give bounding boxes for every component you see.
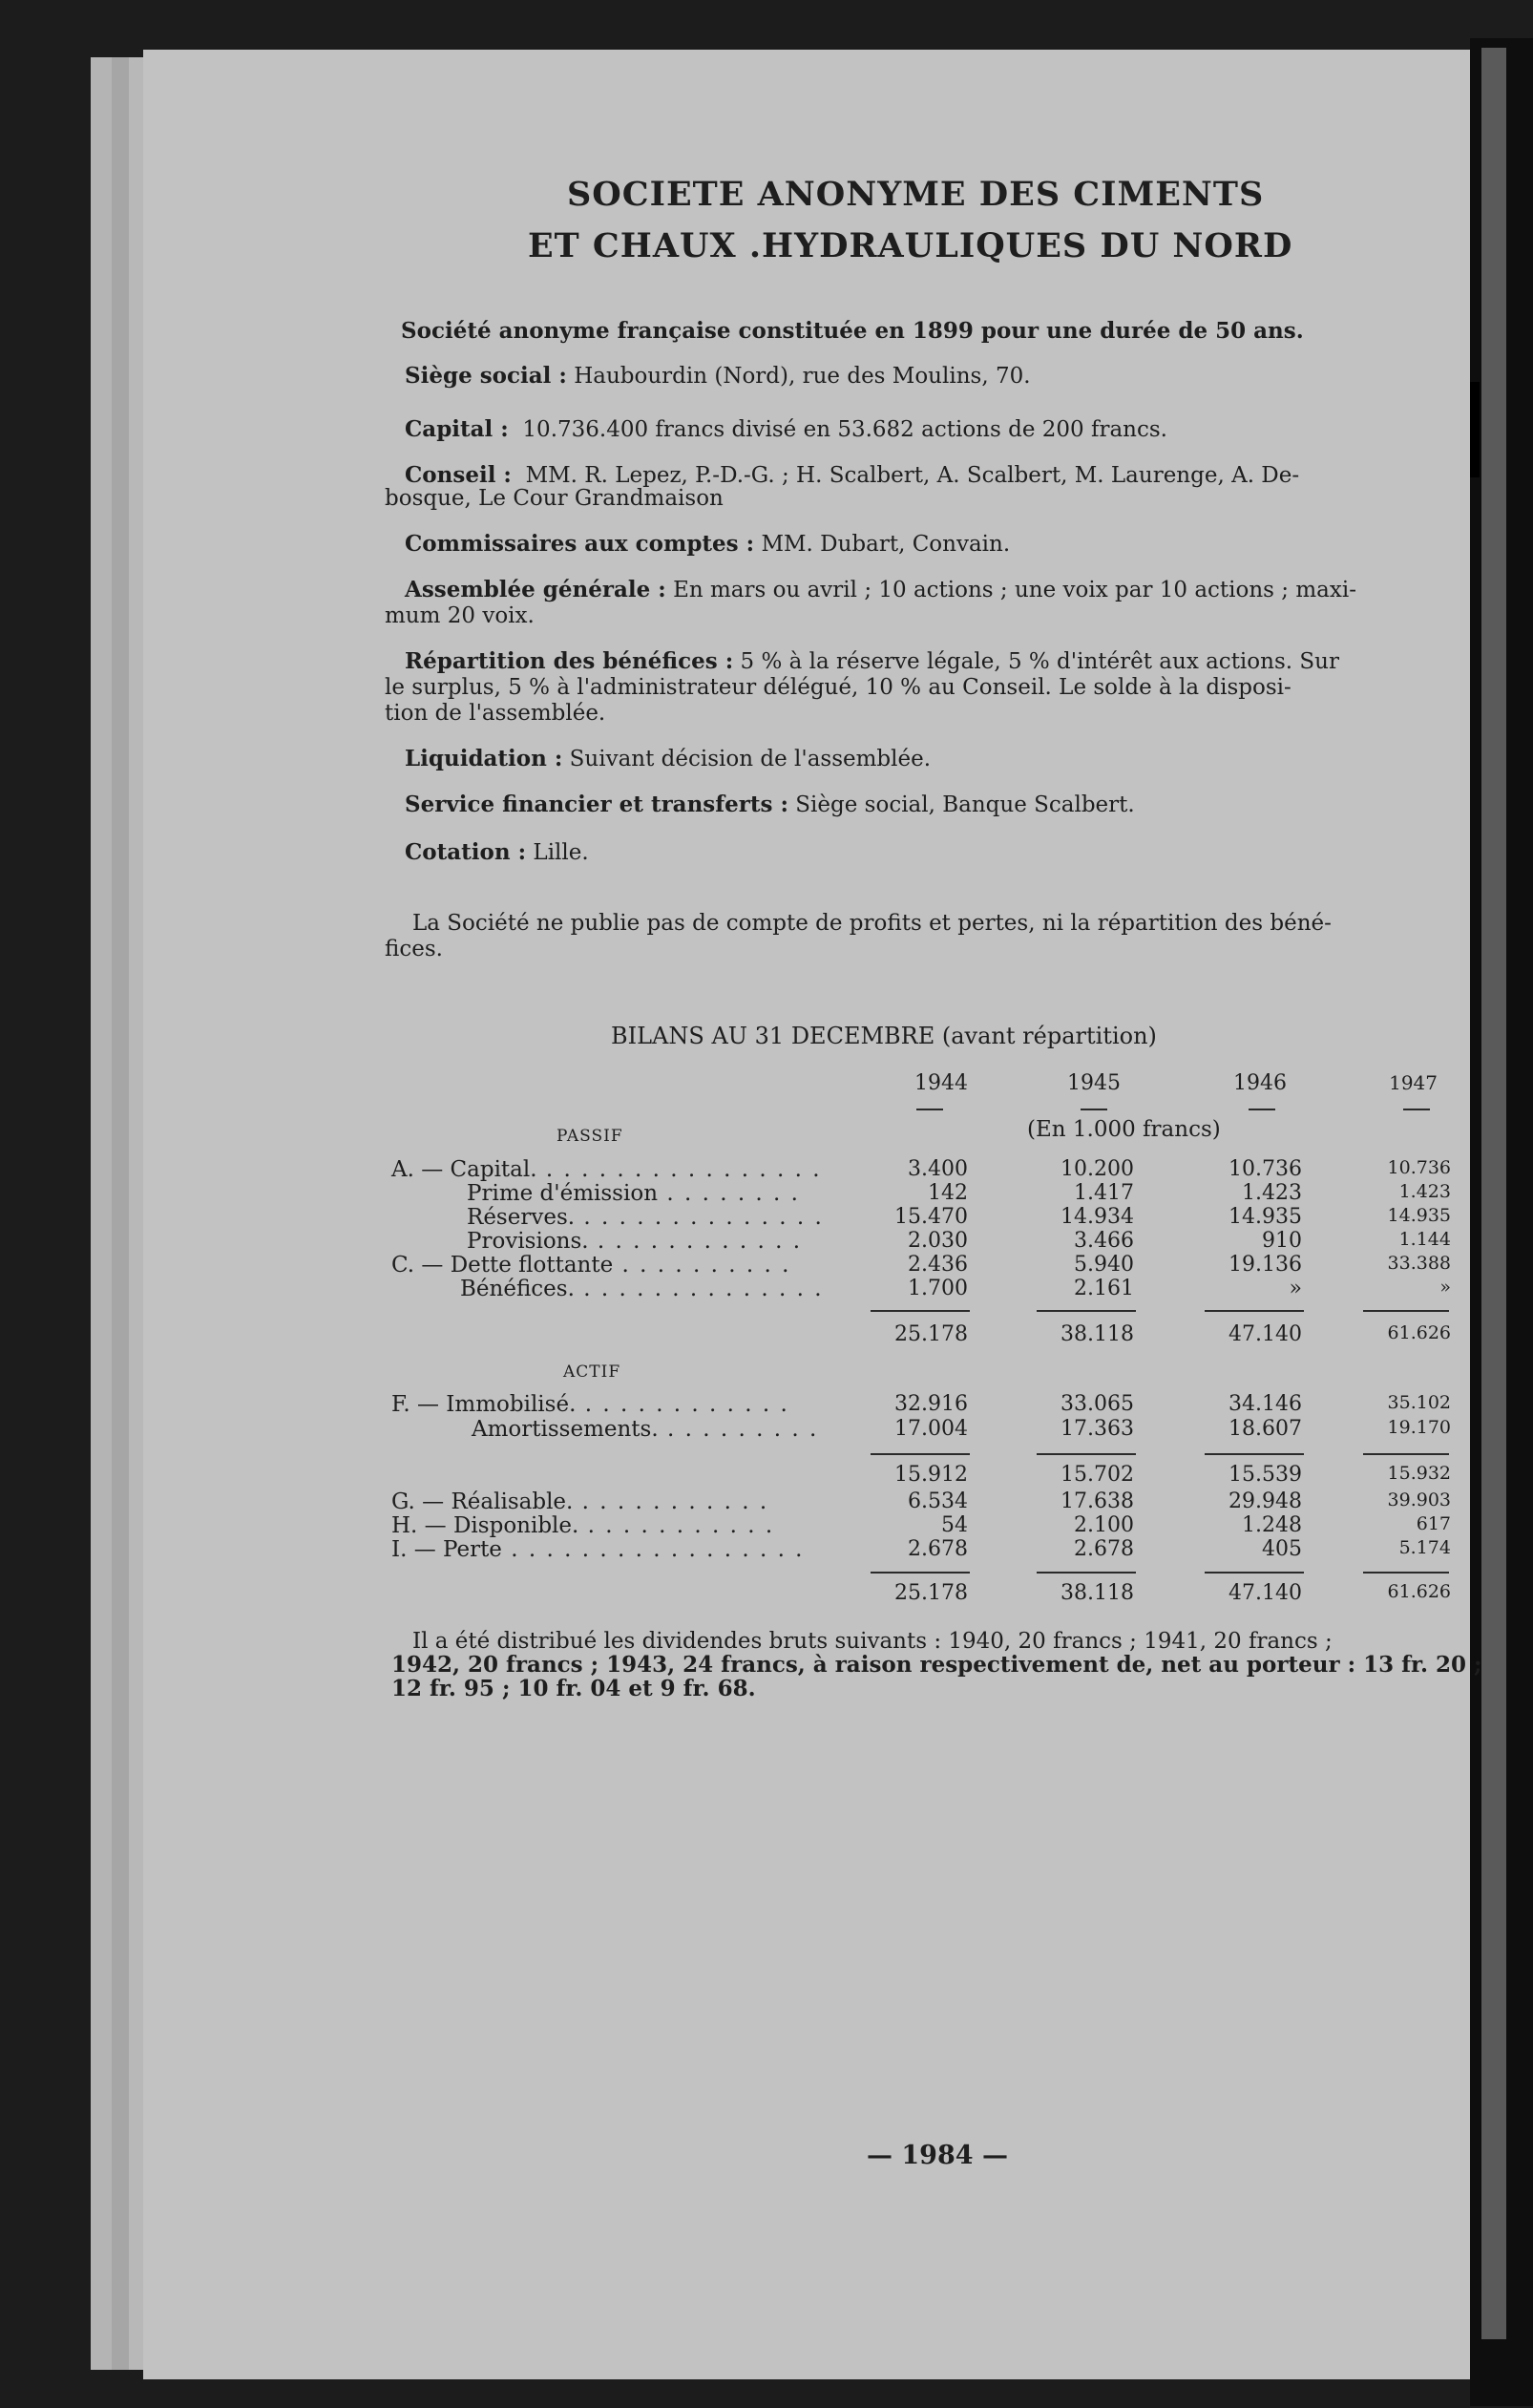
- total-rule: [1205, 1572, 1304, 1574]
- table-cell: 17.638: [1060, 1489, 1134, 1513]
- row-label: Provisions. . . . . . . . . . . . .: [467, 1229, 803, 1254]
- capital-value: 10.736.400 francs divisé en 53.682 actions de 200 francs.: [522, 417, 1167, 442]
- assemblee-line: [405, 578, 1356, 602]
- table-cell: 5.940: [1074, 1253, 1134, 1277]
- table-cell: 1.248: [1242, 1513, 1302, 1537]
- row-label: G. — Réalisable. . . . . . . . . . . .: [391, 1489, 769, 1514]
- service-value: Siège social, Banque Scalbert.: [795, 792, 1135, 817]
- table-cell: 35.102: [1387, 1392, 1451, 1413]
- subtotal-rule: [1205, 1453, 1304, 1455]
- table-cell: 10.736: [1387, 1157, 1451, 1178]
- table-cell: 33.388: [1387, 1253, 1451, 1274]
- table-cell: 2.030: [908, 1229, 968, 1253]
- actif-label: ACTIF: [563, 1362, 621, 1382]
- table-cell: 14.935: [1387, 1205, 1451, 1226]
- repartition-line-3: tion de l'assemblée.: [385, 701, 606, 726]
- total-rule: [871, 1572, 970, 1574]
- founded-text: Société anonyme française constituée en 1899 pour une durée de 50 ans.: [401, 318, 1304, 344]
- table-cell: 14.935: [1228, 1205, 1302, 1229]
- table-cell: 10.736: [1228, 1157, 1302, 1181]
- actif-subtotal-cell: 15.539: [1228, 1463, 1302, 1487]
- conseil-line-2: bosque, Le Cour Grandmaison: [385, 486, 724, 511]
- row-label: Prime d'émission . . . . . . . .: [467, 1181, 800, 1206]
- passif-total-cell: 47.140: [1228, 1322, 1302, 1346]
- actif-total-cell: 38.118: [1060, 1581, 1134, 1605]
- repartition-line-2: le surplus, 5 % à l'administrateur délégué, 10 % au Conseil. Le solde à la disposi-: [385, 675, 1292, 700]
- total-rule: [1205, 1310, 1304, 1312]
- table-cell: 1.423: [1242, 1181, 1302, 1205]
- dividends-line-1: Il a été distribué les dividendes bruts suivants : 1940, 20 francs ; 1941, 20 francs ;: [412, 1629, 1333, 1654]
- table-cell: 2.678: [1074, 1537, 1134, 1561]
- table-cell: 142: [928, 1181, 968, 1205]
- total-rule: [1363, 1572, 1449, 1574]
- note-line-1: La Société ne publie pas de compte de profits et pertes, ni la répartition des béné-: [412, 911, 1332, 936]
- total-rule: [1037, 1572, 1136, 1574]
- page-edge: [112, 57, 129, 2370]
- row-label: A. — Capital. . . . . . . . . . . . . . . . .: [391, 1157, 822, 1182]
- actif-subtotal-cell: 15.912: [894, 1463, 968, 1487]
- table-cell: 19.170: [1387, 1417, 1451, 1438]
- table-cell: 19.136: [1228, 1253, 1302, 1277]
- table-cell: 10.200: [1060, 1157, 1134, 1181]
- passif-total-cell: 61.626: [1387, 1322, 1451, 1343]
- table-cell: 33.065: [1060, 1392, 1134, 1416]
- assemblee-label: Assemblée générale :: [405, 577, 666, 602]
- table-cell: 1.417: [1074, 1181, 1134, 1205]
- table-cell: 6.534: [908, 1489, 968, 1513]
- table-cell: 3.466: [1074, 1229, 1134, 1253]
- table-cell: 910: [1262, 1229, 1302, 1253]
- actif-total-cell: 25.178: [894, 1581, 968, 1605]
- table-cell: 2.100: [1074, 1513, 1134, 1537]
- passif-total-cell: 38.118: [1060, 1322, 1134, 1346]
- actif-total-cell: 61.626: [1387, 1581, 1451, 1602]
- table-cell: »: [1289, 1277, 1302, 1300]
- year-1944: 1944: [914, 1071, 968, 1095]
- row-label: C. — Dette flottante . . . . . . . . . .: [391, 1253, 791, 1278]
- unit-label: (En 1.000 francs): [1027, 1117, 1221, 1142]
- liquidation-value: Suivant décision de l'assemblée.: [569, 747, 932, 771]
- total-rule: [1037, 1310, 1136, 1312]
- table-cell: 18.607: [1228, 1417, 1302, 1441]
- liquidation-line: [405, 747, 931, 771]
- service-line: [405, 792, 1135, 817]
- table-cell: 617: [1416, 1513, 1451, 1534]
- total-rule: [871, 1310, 970, 1312]
- conseil-label: Conseil :: [405, 462, 512, 488]
- page-edge: [91, 57, 112, 2370]
- cotation-value: Lille.: [533, 840, 589, 865]
- year-1946: 1946: [1233, 1071, 1287, 1095]
- table-cell: 2.678: [908, 1537, 968, 1561]
- table-cell: 15.470: [894, 1205, 968, 1229]
- row-label: F. — Immobilisé. . . . . . . . . . . . .: [391, 1392, 789, 1417]
- subtotal-rule: [1363, 1453, 1449, 1455]
- page-edge: [129, 57, 143, 2370]
- total-rule: [1363, 1310, 1449, 1312]
- passif-total-cell: 25.178: [894, 1322, 968, 1346]
- conseil-value: MM. R. Lepez, P.-D.-G. ; H. Scalbert, A. Scalbert, M. Laurenge, A. De-: [525, 463, 1300, 488]
- title-line-2: ET CHAUX .HYDRAULIQUES DU NORD: [528, 226, 1293, 265]
- table-cell: 1.423: [1398, 1181, 1451, 1202]
- row-label: Amortissements. . . . . . . . . .: [472, 1417, 819, 1442]
- book-spine-fold: [1481, 48, 1506, 2339]
- table-cell: 32.916: [894, 1392, 968, 1416]
- row-label: I. — Perte . . . . . . . . . . . . . . . . .: [391, 1537, 805, 1562]
- row-label: Bénéfices. . . . . . . . . . . . . . .: [460, 1277, 824, 1301]
- year-dash: [1081, 1109, 1107, 1110]
- capital-label: Capital :: [405, 416, 509, 442]
- table-cell: 14.934: [1060, 1205, 1134, 1229]
- table-cell: 5.174: [1398, 1537, 1451, 1558]
- repartition-line: [405, 649, 1339, 674]
- subtotal-rule: [1037, 1453, 1136, 1455]
- cotation-label: Cotation :: [405, 839, 527, 865]
- table-cell: »: [1439, 1277, 1451, 1298]
- table-cell: 2.161: [1074, 1277, 1134, 1300]
- year-1947: 1947: [1389, 1071, 1438, 1094]
- year-dash: [916, 1109, 943, 1110]
- dividends-line-2: 1942, 20 francs ; 1943, 24 francs, à raison respectivement de, net au porteur : 13 fr. 20 ;: [391, 1652, 1482, 1678]
- assemblee-value: En mars ou avril ; 10 actions ; une voix par 10 actions ; maxi-: [673, 578, 1356, 602]
- year-dash: [1403, 1109, 1430, 1110]
- cotation-line: [405, 840, 589, 865]
- actif-total-cell: 47.140: [1228, 1581, 1302, 1605]
- page-number: — 1984 —: [867, 2141, 1008, 2170]
- spine-mark: [1470, 382, 1480, 477]
- actif-subtotal-cell: 15.702: [1060, 1463, 1134, 1487]
- bilans-heading: BILANS AU 31 DECEMBRE (avant répartition): [611, 1023, 1157, 1049]
- conseil-line: [405, 463, 1299, 488]
- siege-value: Haubourdin (Nord), rue des Moulins, 70.: [574, 364, 1031, 389]
- siege-line: [405, 364, 1031, 389]
- table-cell: 39.903: [1387, 1489, 1451, 1510]
- repartition-value: 5 % à la réserve légale, 5 % d'intérêt aux actions. Sur: [740, 649, 1339, 674]
- liquidation-label: Liquidation :: [405, 746, 563, 771]
- table-cell: 17.363: [1060, 1417, 1134, 1441]
- commissaires-line: [405, 532, 1010, 557]
- year-1945: 1945: [1067, 1071, 1121, 1095]
- table-cell: 2.436: [908, 1253, 968, 1277]
- commissaires-value: MM. Dubart, Convain.: [761, 532, 1011, 557]
- capital-line: [405, 417, 1167, 442]
- table-cell: 1.700: [908, 1277, 968, 1300]
- table-cell: 405: [1262, 1537, 1302, 1561]
- actif-subtotal-cell: 15.932: [1387, 1463, 1451, 1484]
- dividends-line-3: 12 fr. 95 ; 10 fr. 04 et 9 fr. 68.: [391, 1676, 756, 1701]
- subtotal-rule: [871, 1453, 970, 1455]
- table-cell: 17.004: [894, 1417, 968, 1441]
- commissaires-label: Commissaires aux comptes :: [405, 531, 755, 557]
- year-dash: [1249, 1109, 1275, 1110]
- repartition-label: Répartition des bénéfices :: [405, 648, 734, 674]
- row-label: H. — Disponible. . . . . . . . . . . .: [391, 1513, 775, 1538]
- row-label: Réserves. . . . . . . . . . . . . . .: [467, 1205, 824, 1230]
- note-line-2: fices.: [385, 937, 443, 961]
- table-cell: 1.144: [1398, 1229, 1451, 1250]
- service-label: Service financier et transferts :: [405, 792, 788, 817]
- table-cell: 29.948: [1228, 1489, 1302, 1513]
- assemblee-line-2: mum 20 voix.: [385, 603, 535, 628]
- table-cell: 34.146: [1228, 1392, 1302, 1416]
- passif-label: PASSIF: [556, 1127, 623, 1146]
- title-line-1: SOCIETE ANONYME DES CIMENTS: [567, 175, 1265, 214]
- siege-label: Siège social :: [405, 363, 567, 389]
- table-cell: 54: [941, 1513, 968, 1537]
- table-cell: 3.400: [908, 1157, 968, 1181]
